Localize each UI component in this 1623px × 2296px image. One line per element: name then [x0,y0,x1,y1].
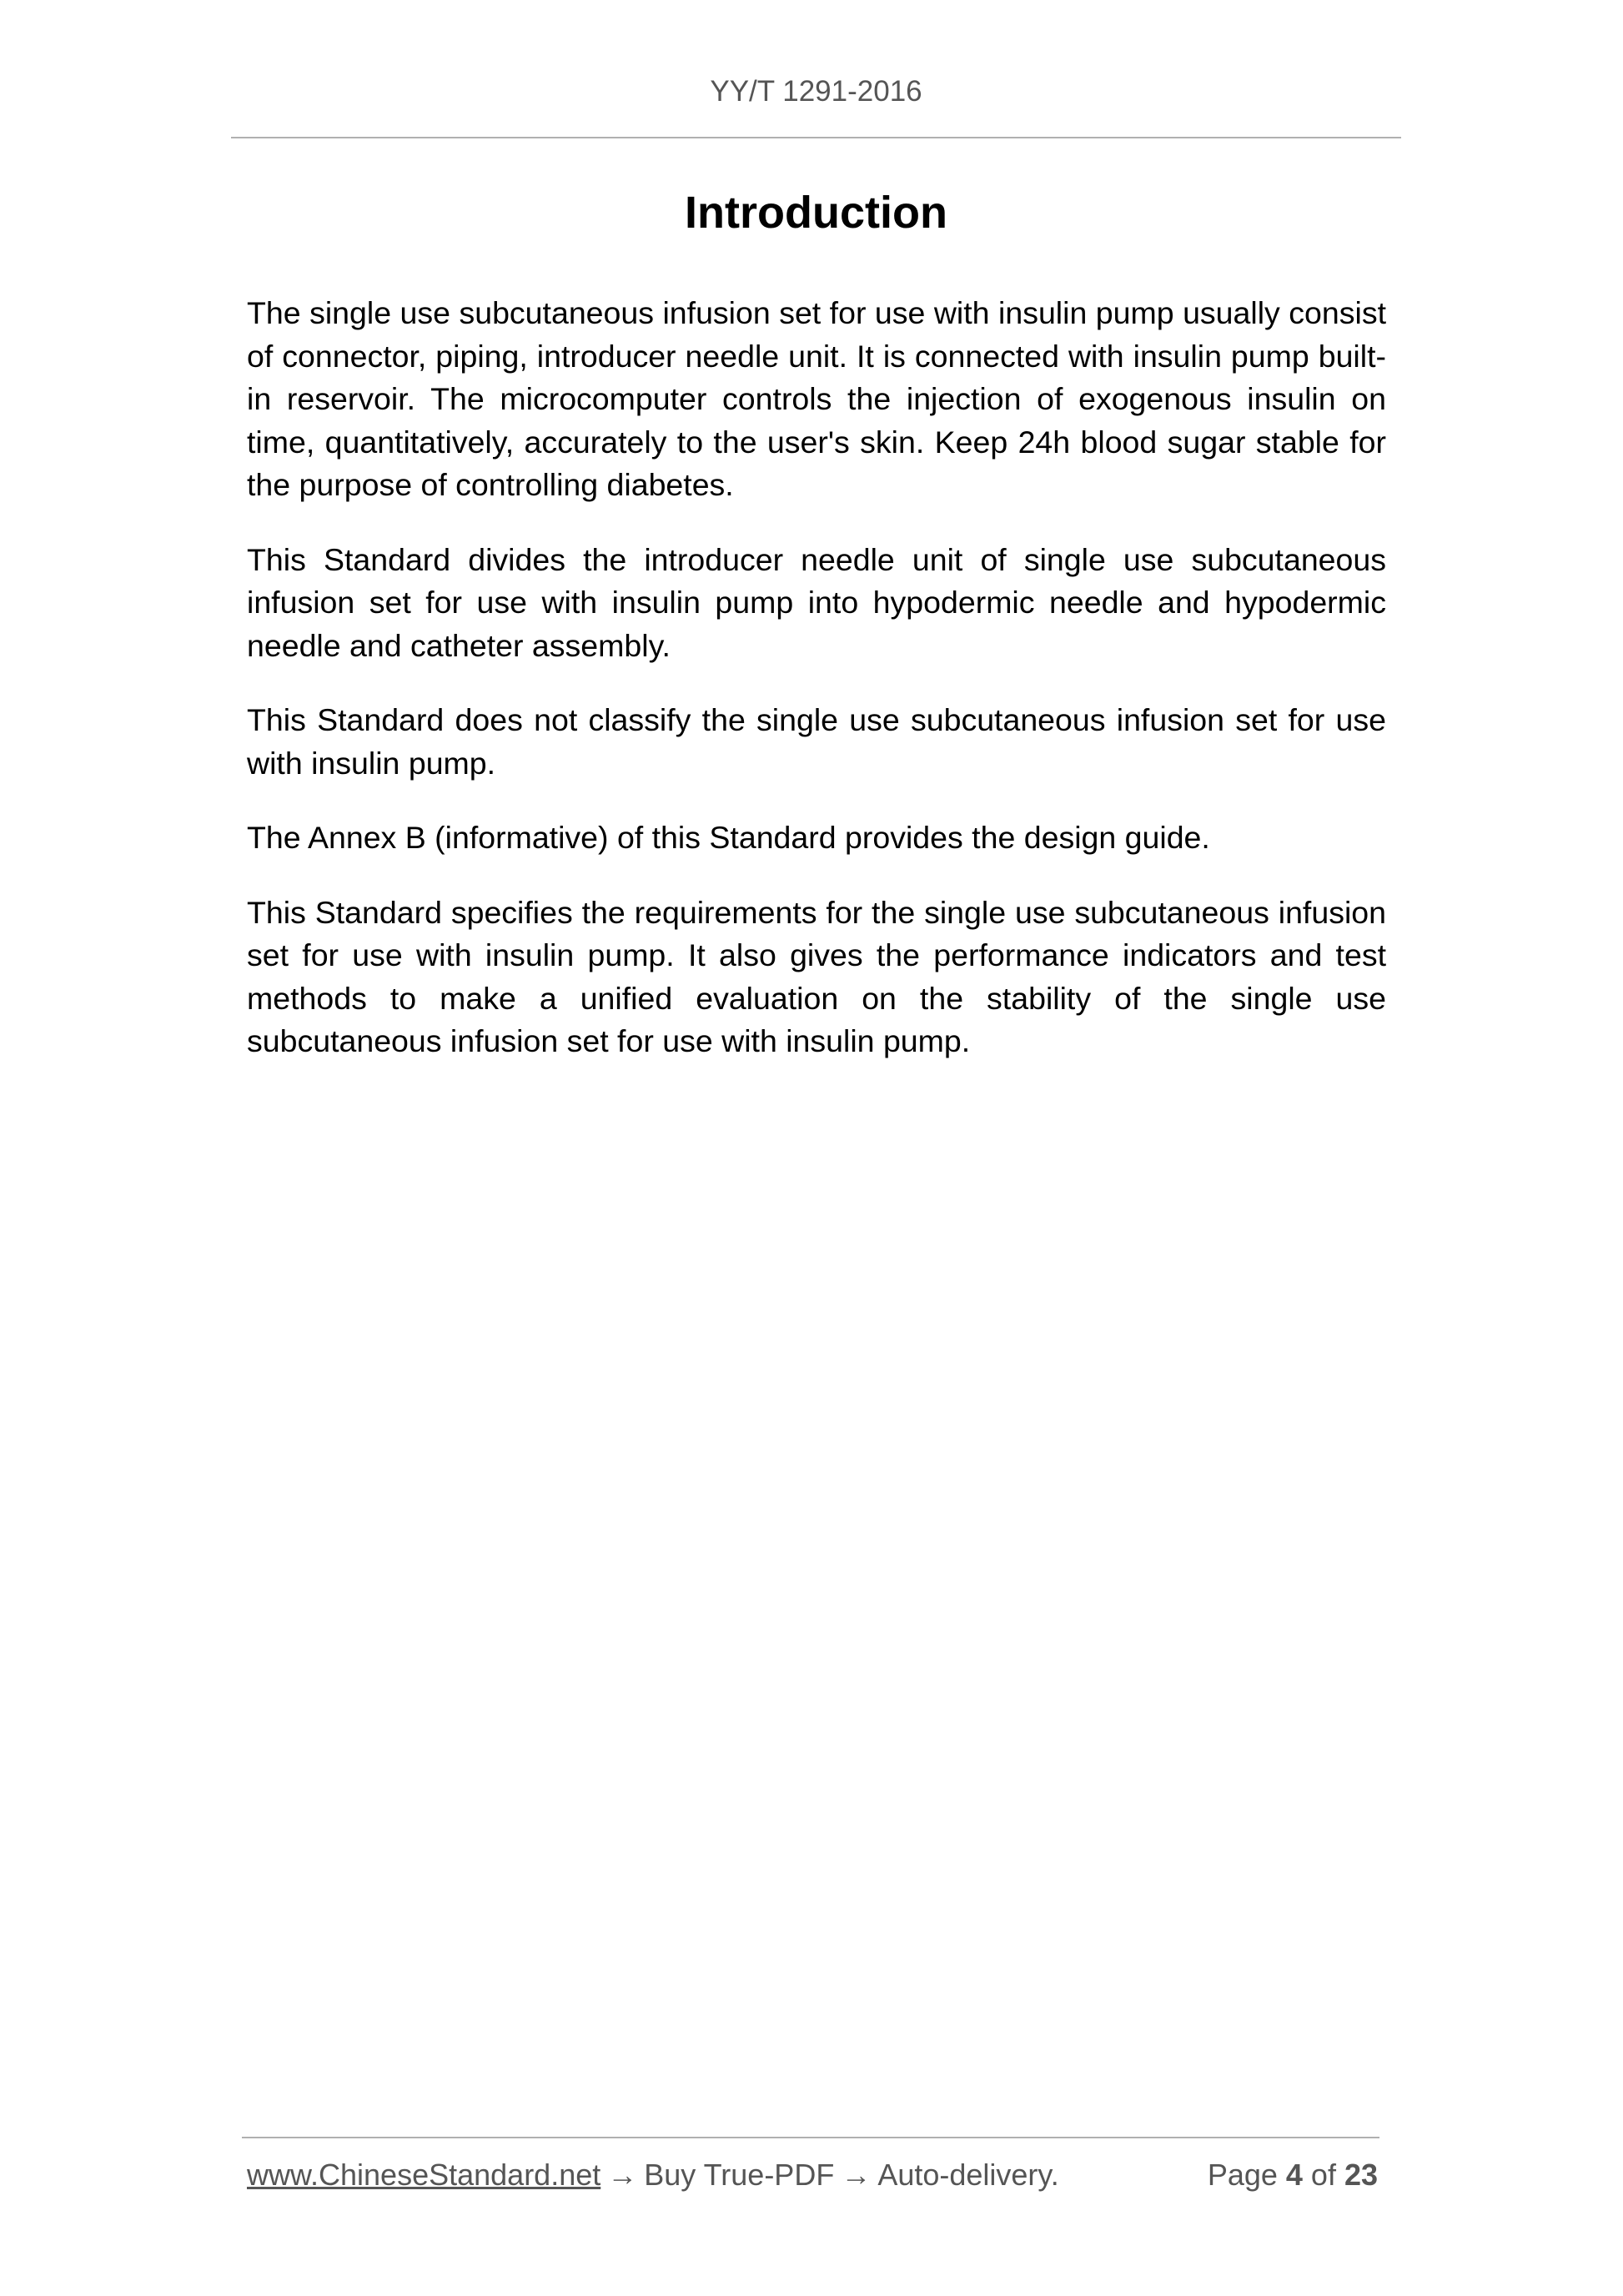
footer-promo [247,2160,1059,2190]
arrow-right-icon: → [841,2158,872,2192]
page-title: Introduction [685,188,947,238]
paragraph-3: This Standard does not classify the single use subcutaneous infusion set for use with insulin pump. [247,702,1386,781]
paragraph-1: The single use subcutaneous infusion set for use with insulin pump usually consist of connector, piping, introducer needle unit. It is connected with insulin pump built-in reservoir. The microcomputer controls the injection of exogenous insulin on time, quantitatively, accurately to the user's skin. Keep 24h blood sugar stable for the purpose of controlling diabetes. [247,295,1386,502]
page-header-doc-code: YY/T 1291-2016 [710,75,922,108]
arrow-right-icon: → [607,2158,638,2192]
footer-divider [242,2137,1379,2138]
paragraph-2: This Standard divides the introducer needle unit of single use subcutaneous infusion set for use with insulin pump into hypodermic needle and hypodermic needle and catheter assembly. [247,541,1386,663]
footer-step-delivery: Auto-delivery. [877,2158,1059,2192]
paragraph-4: The Annex B (informative) of this Standard provides the design guide. [247,820,1210,855]
introduction-body [247,292,1386,1095]
page-of-label: of [1310,2158,1336,2192]
page-label: Page [1207,2158,1278,2192]
header-divider [231,137,1401,138]
page-current: 4 [1285,2158,1303,2192]
page-number-indicator [1208,2160,1378,2190]
paragraph-5: This Standard specifies the requirements for the single use subcutaneous infusion set for use with insulin pump. It also gives the performance indicators and test methods to make a unified evaluation on the stability of the single use subcutaneous infusion set for use with insulin pump. [247,894,1386,1058]
chinesestandard-link[interactable]: www.ChineseStandard.net [247,2158,601,2192]
footer-step-buy: Buy True-PDF [644,2158,835,2192]
page-total: 23 [1344,2158,1378,2192]
